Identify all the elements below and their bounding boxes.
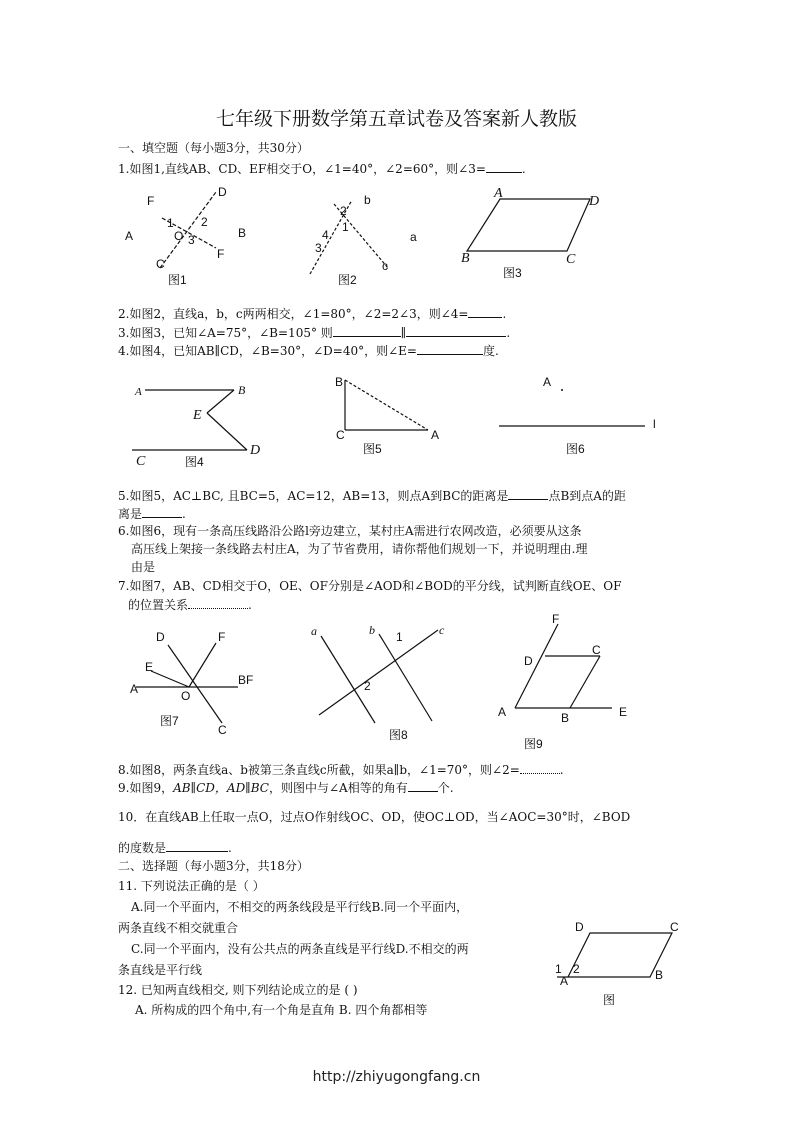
fig7-label-e: E (145, 660, 154, 674)
question-2-text: 2.如图2，直线a，b，c两两相交，∠1=80°，∠2=2∠3，则∠4= (118, 307, 469, 321)
fig4-caption: 图4 (185, 455, 204, 469)
fig1-caption: 图1 (168, 273, 187, 287)
question-12-options: A. 所构成的四个角中,有一个角是直角 B. 四个角都相等 (135, 1003, 428, 1017)
question-10-end: . (228, 841, 232, 855)
answer-blank[interactable] (417, 342, 483, 355)
question-5-text-b: 点B到点A的距 (548, 489, 626, 503)
fig4-segment-ed (207, 413, 247, 450)
fig10-label-c: C (670, 920, 679, 934)
question-5 (118, 487, 626, 504)
question-7-line-2 (128, 596, 252, 613)
question-6-line-2: 高压线上架接一条线路去村庄A，为了节省费用，请你帮他们规划一下，并说明理由.理 (131, 542, 588, 556)
question-10: 10．在直线AB上任取一点O，过点O作射线OC、OD，使OC⊥OD，当∠AOC=30°时，∠BOD (118, 810, 631, 824)
fig10-label-b: B (655, 968, 664, 982)
question-8-text: 8.如图8，两条直线a、b被第三条直线c所截，如果a∥b，∠1=70°，则∠2= (118, 763, 520, 777)
question-10-line-2 (118, 839, 232, 856)
fig8-label-a: a (311, 624, 317, 638)
fig1-label-o: O (174, 229, 184, 243)
fig9-caption: 图9 (524, 737, 543, 751)
fig7-ray-of (189, 643, 216, 687)
question-5-text-c: 离是 (118, 507, 143, 521)
fig3-label-a: A (494, 186, 503, 201)
fig2-label-b: b (364, 193, 371, 207)
question-1-text: 1.如图1,直线AB、CD、EF相交于O，∠1=40°，∠2=60°，则∠3= (118, 162, 486, 176)
question-1-end: . (521, 162, 526, 176)
question-11: 11. 下列说法正确的是（ ） (118, 879, 265, 893)
fig8-label-c: c (439, 623, 445, 637)
question-3-mid: ∥ (400, 326, 407, 340)
fig5-label-a: A (431, 428, 440, 442)
question-8 (118, 761, 564, 778)
question-8-end: . (559, 763, 564, 777)
footer-url[interactable]: http://zhiyugongfang.cn (312, 1069, 481, 1085)
question-5-end: . (182, 507, 186, 521)
fig8-label-2: 2 (364, 679, 371, 693)
fig1-line-cd (160, 192, 216, 268)
fig5-caption: 图5 (363, 442, 382, 456)
fig7-ray-oe (151, 671, 189, 687)
fig5-label-c: C (336, 428, 345, 442)
question-9-text: 9.如图9， (118, 781, 174, 795)
answer-blank[interactable] (166, 839, 228, 852)
fig2-label-3: 3 (315, 241, 322, 255)
fig9-segment-cb (570, 656, 600, 708)
question-12: 12. 已知两直线相交, 则下列结论成立的是 ( ) (118, 983, 358, 997)
fig10-label-2: 2 (573, 962, 580, 976)
answer-blank[interactable] (486, 160, 522, 173)
fig4-label-e: E (193, 408, 202, 423)
fig9-label-f: F (552, 612, 560, 626)
fig8-line-b (379, 634, 432, 721)
fig1-label-a: A (125, 229, 134, 243)
fig2-label-1: 1 (342, 220, 349, 234)
fig3-parallelogram (467, 199, 590, 251)
fig1-label-f-top: F (147, 194, 155, 208)
fig10-label-1: 1 (555, 962, 562, 976)
fig9-label-a: A (498, 705, 507, 719)
fig10-label-a: A (560, 974, 569, 988)
fig10-label-d: D (575, 920, 584, 934)
question-9-text-c: ，则图中与∠A相等的角有 (268, 781, 408, 795)
fig2-label-4: 4 (322, 228, 329, 242)
question-2-end: . (502, 307, 507, 321)
fig8-caption: 图8 (389, 728, 408, 742)
answer-blank[interactable] (406, 324, 506, 337)
fig9-label-e: E (619, 705, 628, 719)
question-11-option-b: 两条直线不相交就重合 (118, 921, 239, 935)
fig8-label-1: 1 (396, 630, 403, 644)
question-9 (118, 779, 454, 796)
answer-blank[interactable] (468, 305, 502, 318)
section-2-heading: 二、选择题（每小题3分，共18分） (118, 859, 309, 873)
fig9-label-d: D (524, 654, 533, 668)
answer-blank[interactable] (508, 487, 548, 500)
question-9-end: 个. (437, 781, 454, 795)
fig5-label-b: B (335, 375, 344, 389)
figure-4 (130, 378, 270, 474)
fig7-label-bf: BF (238, 673, 254, 687)
fig1-label-b: B (238, 226, 247, 240)
question-4-end: 度. (482, 344, 499, 358)
fig4-label-b: B (238, 383, 246, 397)
figure-3 (455, 184, 615, 284)
fig3-label-c: C (566, 252, 576, 267)
fig1-label-c: C (156, 257, 165, 271)
answer-blank[interactable] (333, 324, 401, 337)
figure-7 (126, 625, 266, 735)
figure-8 (305, 620, 455, 745)
question-4-text: 4.如图4，已知AB∥CD，∠B=30°，∠D=40°，则∠E= (118, 344, 417, 358)
fig5-side-ab (345, 380, 428, 430)
fig6-point-a (561, 389, 563, 391)
fig2-caption: 图2 (338, 273, 357, 287)
fig1-label-3: 3 (188, 233, 195, 247)
fig7-label-c: C (218, 723, 227, 735)
question-9-condition: AB∥CD，AD∥BC (173, 781, 269, 795)
question-11-option-a: A.同一个平面内，不相交的两条线段是平行线B.同一个平面内， (131, 900, 469, 914)
question-3 (118, 324, 510, 341)
figure-5 (330, 372, 450, 462)
fig2-label-a: a (410, 230, 417, 244)
question-1 (118, 160, 526, 177)
figure-6 (490, 370, 670, 460)
fig7-label-a: A (130, 682, 139, 696)
question-2 (118, 305, 506, 322)
fig9-label-b: B (561, 711, 570, 725)
fig1-label-2: 2 (201, 215, 208, 229)
fig1-label-d: D (218, 185, 227, 199)
fig2-label-2: 2 (340, 204, 347, 218)
figure-9 (490, 610, 640, 755)
figure-1 (118, 182, 268, 292)
question-6-line-3: 由是 (131, 560, 156, 574)
question-3-end: . (506, 326, 511, 340)
figure-10 (545, 915, 695, 1015)
fig9-line-af (515, 624, 558, 708)
question-10-text-b: 的度数是 (118, 841, 167, 855)
fig4-label-d: D (250, 443, 261, 458)
answer-blank[interactable] (142, 505, 182, 518)
page-title: 七年级下册数学第五章试卷及答案新人教版 (215, 108, 577, 130)
fig7-caption: 图7 (160, 714, 179, 728)
question-5-text: 5.如图5，AC⊥BC, 且BC=5，AC=12，AB=13，则点A到BC的距离是 (118, 489, 509, 503)
fig7-line-cd (168, 645, 222, 723)
answer-blank[interactable] (520, 761, 560, 774)
fig7-label-d: D (156, 630, 165, 644)
question-7-end: . (248, 598, 252, 612)
answer-blank[interactable] (408, 779, 438, 792)
fig4-label-c: C (136, 454, 146, 469)
fig7-label-f: F (218, 630, 226, 644)
fig3-caption: 图3 (503, 266, 522, 280)
fig3-label-b: B (461, 251, 470, 266)
fig4-segment-be (207, 390, 234, 413)
question-7: 7.如图7，AB、CD相交于O，OE、OF分别是∠AOD和∠BOD的平分线，试判断直线OE、OF (118, 579, 622, 593)
fig1-label-1: 1 (167, 216, 174, 230)
answer-blank[interactable] (188, 596, 248, 609)
fig6-caption: 图6 (566, 442, 585, 456)
figure-2 (300, 188, 440, 292)
fig1-label-f-bottom: F (217, 247, 225, 261)
fig2-label-c: c (382, 259, 388, 273)
question-11-option-d: 条直线是平行线 (118, 963, 203, 977)
question-3-text: 3.如图3，已知∠A=75°，∠B=105° 则 (118, 326, 333, 340)
fig6-label-l: l (653, 417, 656, 431)
fig9-label-c: C (592, 643, 601, 657)
question-7-text-b: 的位置关系 (128, 598, 189, 612)
fig8-label-b: b (369, 623, 375, 637)
fig4-label-a: A (135, 386, 142, 398)
question-6: 6.如图6，现有一条高压线路沿公路l旁边建立，某村庄A需进行农网改造，必须要从这条 (118, 524, 582, 538)
question-4 (118, 342, 499, 359)
fig3-label-d: D (589, 194, 600, 209)
fig10-caption: 图 (603, 993, 616, 1007)
fig7-label-o: O (181, 689, 191, 703)
fig6-label-a: A (543, 375, 552, 389)
question-5-cont (118, 505, 186, 522)
question-11-option-c: C.同一个平面内，没有公共点的两条直线是平行线D.不相交的两 (131, 942, 469, 956)
section-1-heading: 一、填空题（每小题3分，共30分） (118, 141, 309, 155)
